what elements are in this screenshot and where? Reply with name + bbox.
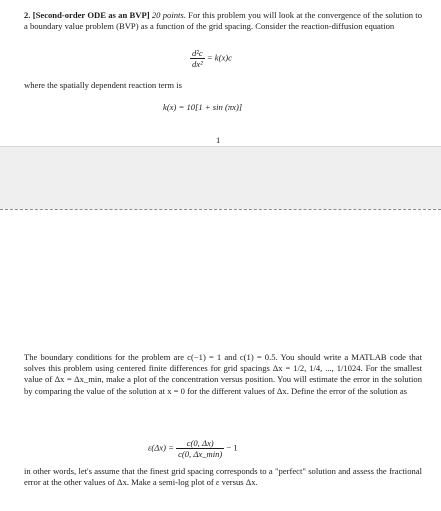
problem-title: [Second-order ODE as an BVP] — [32, 10, 150, 20]
equation-error-definition — [148, 438, 238, 459]
eq3-tail: − 1 — [226, 442, 238, 453]
equation-reaction-diffusion — [190, 48, 232, 69]
eq1-denominator: dx² — [192, 59, 203, 69]
equation-reaction-term: k(x) = 10[1 + sin (πx)] — [163, 102, 243, 112]
body-paragraph: The boundary conditions for the problem are c(−1) = 1 and c(1) = 0.5. You should write a MATLAB code that solves this problem using centered finite differences for grid spacings Δx = 1/2, 1/4, ..., 1/1024. For the smallest value of Δx = Δx_min, make a plot of the concentration versus position. You will estimate the error in the solution by comparing the value of the solution at x = 0 for the different values of Δx. Define the error of the solution as — [24, 352, 422, 396]
eq1-rhs: = k(x)c — [206, 52, 232, 63]
eq3-lhs: ε(Δx) = — [148, 442, 174, 453]
page-number: 1 — [216, 135, 221, 145]
eq3-denominator: c(0, Δx_min) — [178, 449, 223, 459]
problem-intro-text: For this problem you will look at the convergence of the solution to a boundary value problem (BVP) as a function of the grid spacing. Consider the reaction-diffusion equation — [24, 10, 422, 32]
eq3-numerator: c(0, Δx) — [176, 438, 224, 449]
eq1-numerator: d²c — [192, 48, 203, 58]
problem-number: 2. — [24, 10, 31, 20]
page-gap — [0, 146, 441, 209]
problem-points: 20 points. — [151, 10, 186, 20]
where-text: where the spatially dependent reaction term is — [24, 80, 182, 90]
problem-intro — [24, 10, 422, 32]
closing-paragraph: in other words, let's assume that the finest grid spacing corresponds to a "perfect" solution and assess the fractional error at the other values of Δx. Make a semi-log plot of ε versus Δx. — [24, 466, 422, 488]
